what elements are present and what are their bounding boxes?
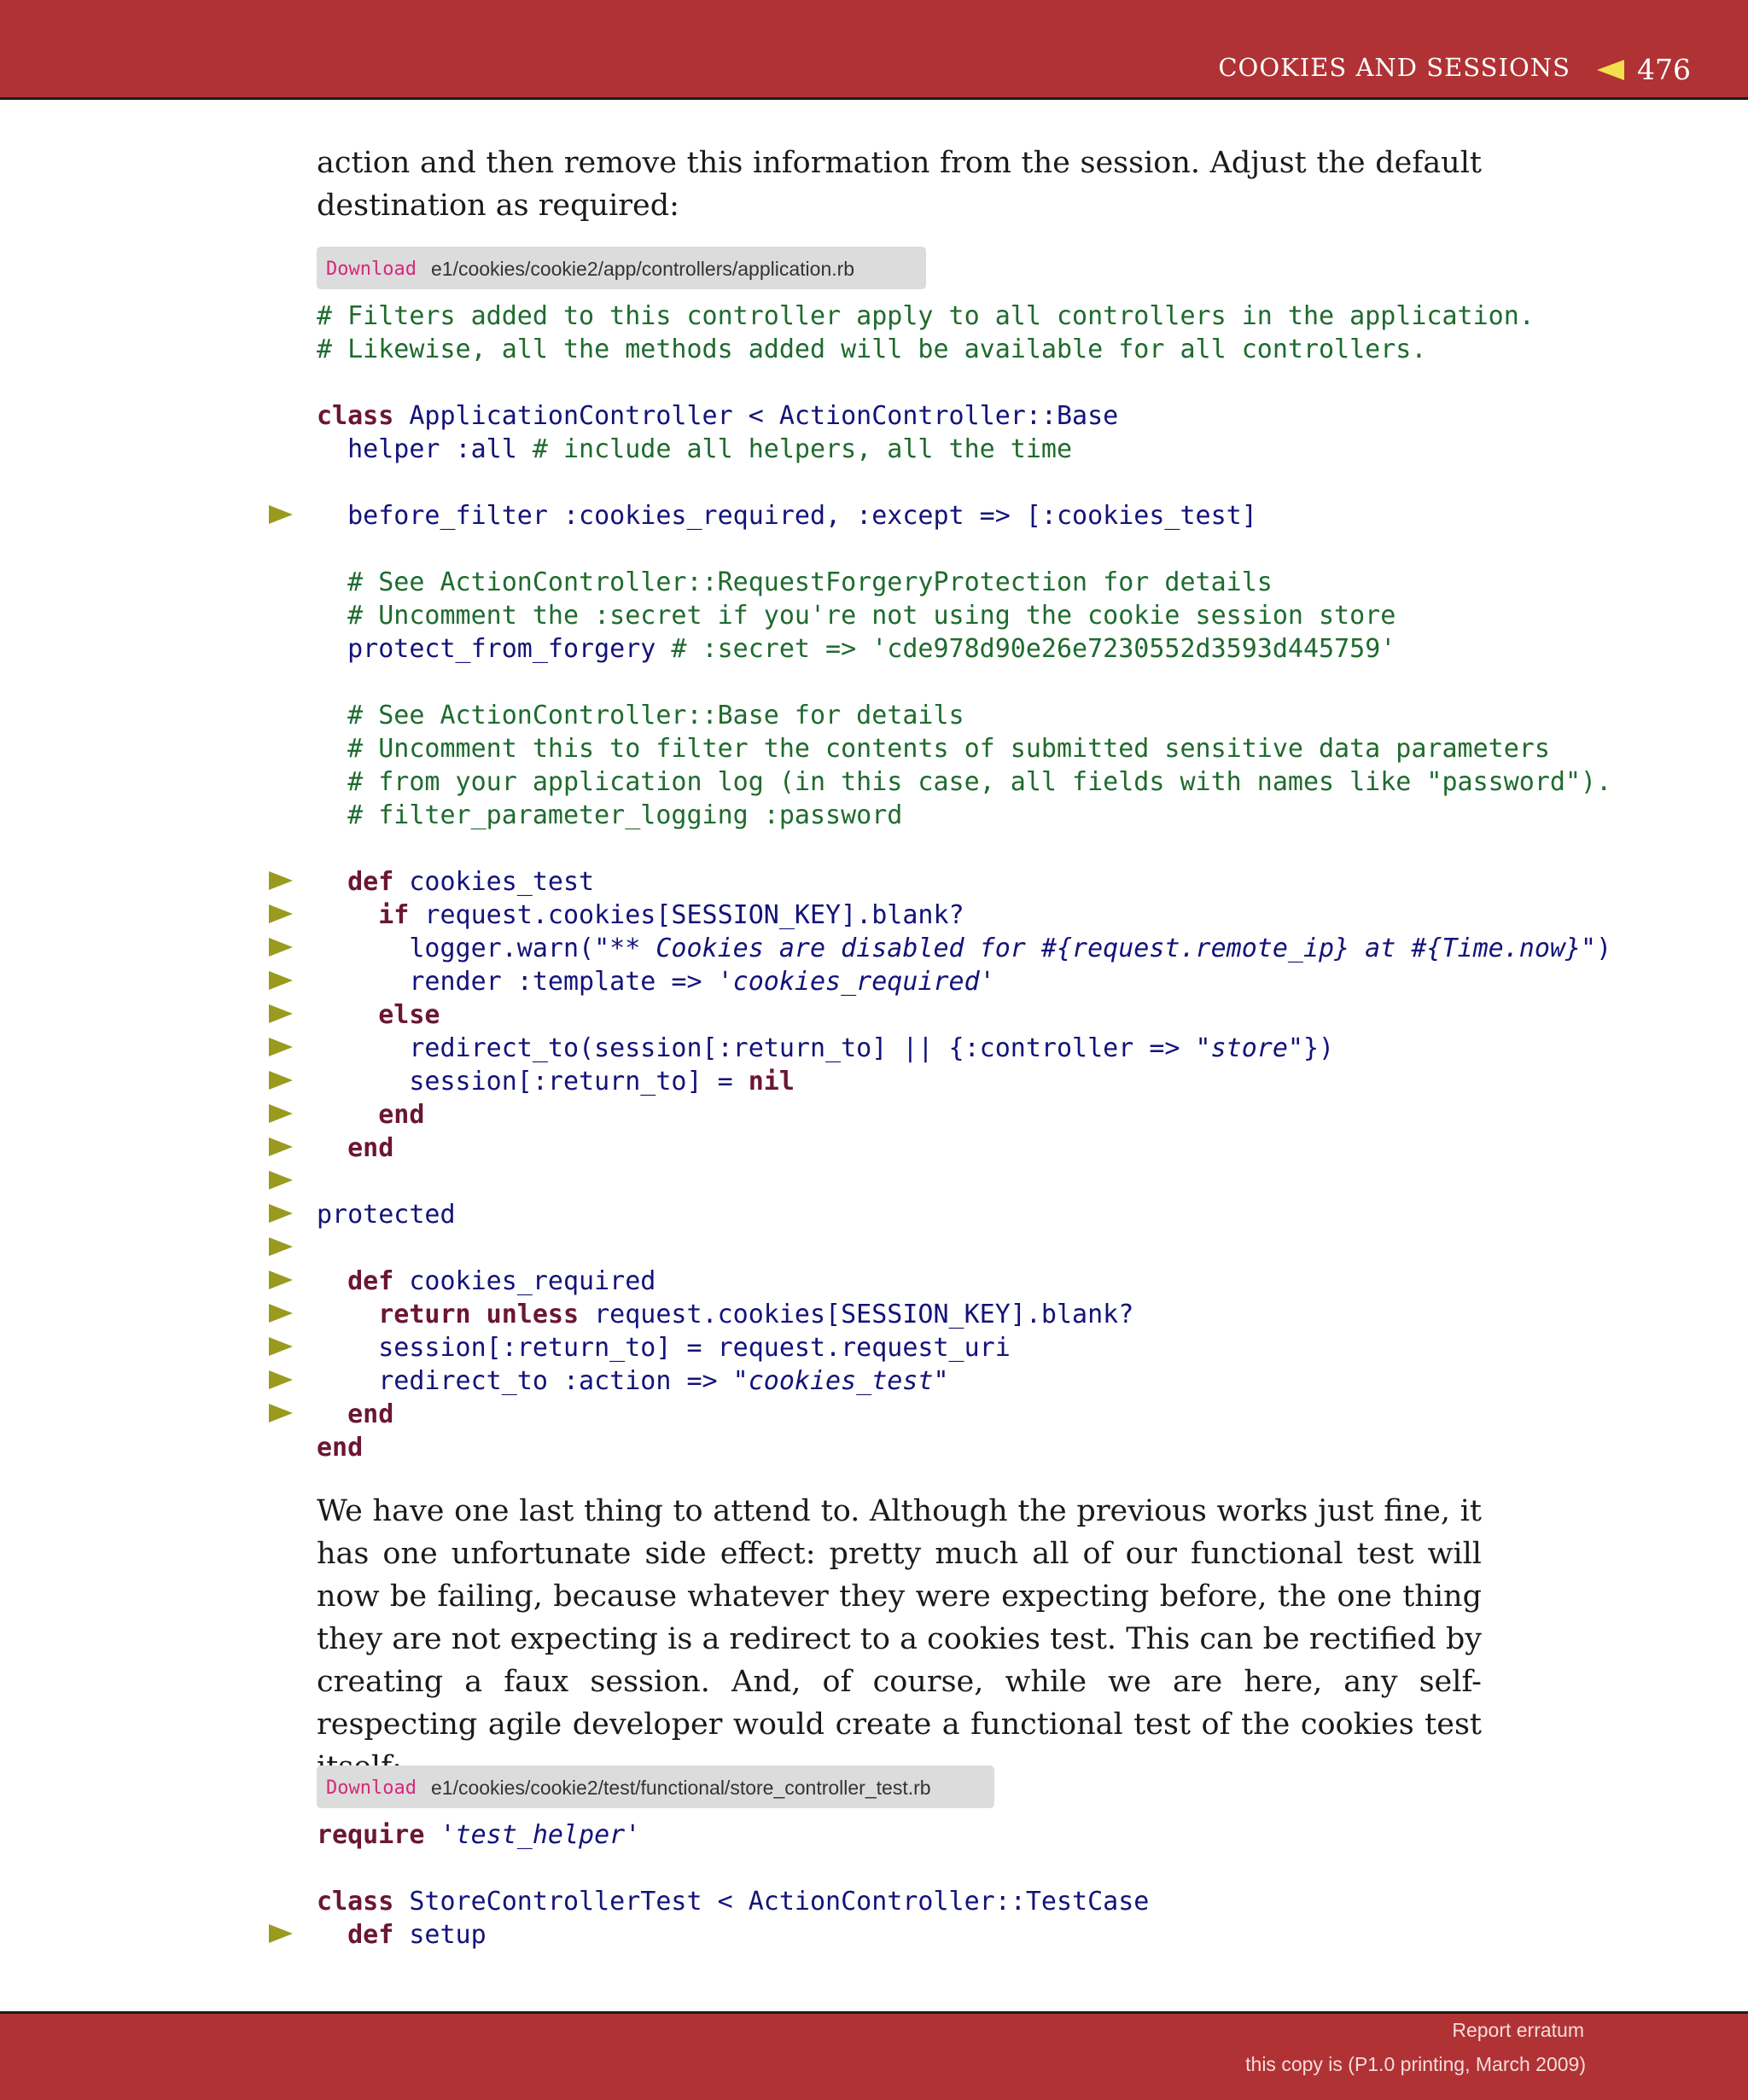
change-marker-icon (269, 1071, 293, 1090)
change-marker-icon (269, 1038, 293, 1056)
code-line: end (317, 1133, 394, 1163)
code-line (317, 532, 1611, 566)
change-marker-icon (269, 1370, 293, 1389)
code-line: # See ActionController::RequestForgeryProtection for details (317, 567, 1273, 597)
report-erratum-link[interactable]: Report erratum (1452, 2019, 1584, 2041)
code-line: end (317, 1100, 425, 1130)
code-line: protected (317, 1200, 456, 1230)
code-listing-store-test (317, 1818, 1149, 1952)
code-line: else (317, 1000, 440, 1030)
change-marker-icon (269, 871, 293, 890)
page-header (0, 0, 1748, 100)
download-link-store-test[interactable] (317, 1766, 994, 1808)
code-line: redirect_to :action => "cookies_test" (317, 1366, 949, 1396)
download-link-application[interactable] (317, 247, 926, 289)
code-listing-application (317, 300, 1611, 1464)
code-line: end (317, 1433, 364, 1463)
code-line: before_filter :cookies_required, :except => [:cookies_test] (317, 501, 1257, 531)
change-marker-icon (269, 505, 293, 524)
code-line: if request.cookies[SESSION_KEY].blank? (317, 900, 964, 930)
code-line (317, 1852, 1149, 1885)
change-marker-icon (269, 1924, 293, 1943)
code-line: # See ActionController::Base for details (317, 701, 964, 730)
code-line: # Uncomment the :secret if you're not using the cookie session store (317, 601, 1396, 631)
code-line: # filter_parameter_logging :password (317, 800, 903, 830)
copy-notice: this copy is (P1.0 printing, March 2009) (1245, 2053, 1586, 2075)
change-marker-icon (269, 1404, 293, 1422)
code-line (317, 666, 1611, 699)
code-line: class StoreControllerTest < ActionController::TestCase (317, 1887, 1150, 1917)
change-marker-icon (269, 1237, 293, 1256)
download-label: Download (326, 259, 417, 280)
code-line (317, 832, 1611, 865)
change-marker-icon (269, 938, 293, 957)
change-marker-icon (269, 971, 293, 990)
code-line (317, 366, 1611, 399)
code-line: # Likewise, all the methods added will be available for all controllers. (317, 334, 1427, 364)
body-paragraph: We have one last thing to attend to. Although the previous works just fine, it has one unfortunate side effect: pretty much all of our functional test will now be failing, because whatever they were expecting before, the one thing they are not expecting is a redirect to a cookies test. This can be rectified by creating a faux session. And, of course, while we are here, any self-respecting agile developer would create a functional test of the cookies test (317, 1494, 1482, 1742)
code-line: render :template => 'cookies_required' (317, 967, 995, 997)
code-line (317, 1165, 1611, 1198)
code-line: require 'test_helper' (317, 1820, 641, 1850)
code-line: # Uncomment this to filter the contents of submitted sensitive data parameters (317, 734, 1550, 764)
page-number: 476 (1637, 53, 1691, 86)
change-marker-icon (269, 1337, 293, 1356)
code-line: protect_from_forgery # :secret => 'cde978d90e26e7230552d3593d445759' (317, 634, 1396, 664)
code-line: return unless request.cookies[SESSION_KEY].blank? (317, 1300, 1134, 1329)
change-marker-icon (269, 1171, 293, 1190)
code-line: session[:return_to] = request.request_uri (317, 1333, 1011, 1363)
code-line: def cookies_test (317, 867, 595, 897)
change-marker-icon (269, 905, 293, 923)
download-path: e1/cookies/cookie2/test/functional/store_controller_test.rb (431, 1777, 931, 1799)
change-marker-icon (269, 1304, 293, 1323)
code-line: logger.warn("** Cookies are disabled for #{request.remote_ip} at #{Time.now}") (317, 934, 1612, 963)
code-line: # Filters added to this controller apply to all controllers in the application. (317, 301, 1535, 331)
code-line: session[:return_to] = nil (317, 1067, 795, 1097)
intro-paragraph: action and then remove this information from the session. Adjust the default destination as required: (317, 146, 1482, 223)
back-arrow-icon[interactable] (1597, 60, 1624, 80)
section-title: COOKIES AND SESSIONS (1218, 53, 1570, 82)
code-line: end (317, 1399, 394, 1429)
code-line: redirect_to(session[:return_to] || {:controller => "store"}) (317, 1033, 1335, 1063)
download-path: e1/cookies/cookie2/app/controllers/application.rb (431, 258, 855, 280)
code-line: # from your application log (in this case, all fields with names like "password"). (317, 767, 1612, 797)
change-marker-icon (269, 1104, 293, 1123)
code-line (317, 466, 1611, 499)
code-line: helper :all # include all helpers, all the time (317, 434, 1073, 464)
code-line: def cookies_required (317, 1266, 656, 1296)
download-label: Download (326, 1777, 417, 1799)
change-marker-icon (269, 1004, 293, 1023)
change-marker-icon (269, 1271, 293, 1289)
change-marker-icon (269, 1137, 293, 1156)
code-line (317, 1231, 1611, 1265)
code-line: class ApplicationController < ActionController::Base (317, 401, 1119, 431)
change-marker-icon (269, 1204, 293, 1223)
code-line: def setup (317, 1920, 487, 1950)
